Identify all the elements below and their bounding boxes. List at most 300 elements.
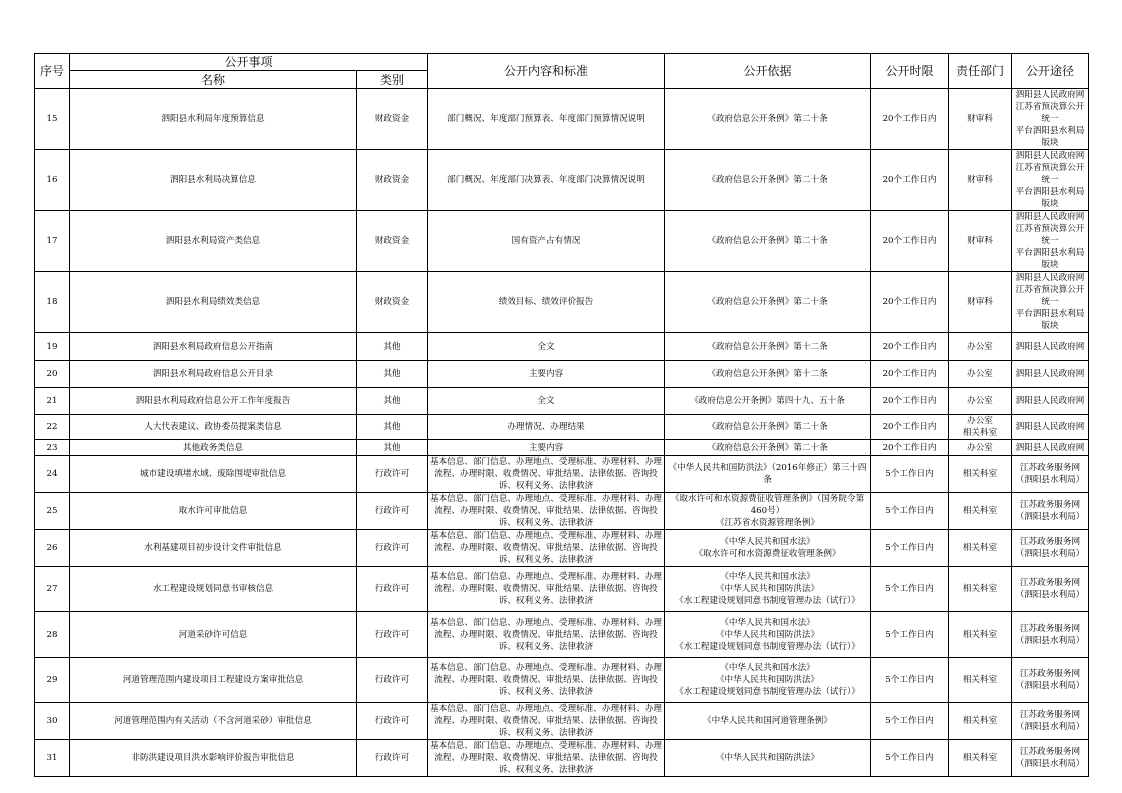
cell-content-text: 基本信息、部门信息、办理地点、受理标准、办理材料、办理流程、办理时限、收费情况、审批结果、法律依据、咨询投诉、权利义务、法律救济 <box>429 457 663 491</box>
cell-content <box>428 530 665 567</box>
cell-name <box>70 740 357 777</box>
cell-department <box>949 658 1012 703</box>
cell-channel-text: 泗阳县人民政府网 <box>1015 396 1085 406</box>
cell-content <box>428 333 665 361</box>
cell-time-limit <box>871 415 949 440</box>
cell-name-text: 河道管理范围内建设项目工程建设方案审批信息 <box>122 675 304 685</box>
cell-channel-text: 泗阳县人民政府网 <box>1015 341 1085 352</box>
cell-seq <box>35 658 70 703</box>
cell-time-limit-text: 20个工作日内 <box>882 442 937 453</box>
cell-department <box>949 493 1012 530</box>
cell-channel-text: 江苏政务服务网 （泗阳县水利局） <box>1015 537 1085 559</box>
cell-content <box>428 493 665 530</box>
cell-department <box>949 530 1012 567</box>
cell-category-text: 行政许可 <box>374 543 410 553</box>
cell-name <box>70 658 357 703</box>
cell-seq <box>35 333 70 361</box>
cell-category <box>357 456 428 493</box>
cell-seq <box>35 612 70 658</box>
cell-content <box>428 612 665 658</box>
cell-category-text: 其他 <box>383 442 401 453</box>
cell-seq-text: 31 <box>46 753 58 763</box>
cell-seq <box>35 272 70 333</box>
table-row <box>35 703 1089 740</box>
cell-content <box>428 456 665 493</box>
cell-time-limit-text: 20个工作日内 <box>882 297 937 307</box>
cell-name <box>70 415 357 440</box>
cell-basis-text: 《政府信息公开条例》第二十条 <box>707 175 828 185</box>
cell-time-limit-text: 20个工作日内 <box>882 114 937 124</box>
cell-category <box>357 272 428 333</box>
cell-category <box>357 211 428 272</box>
cell-basis-text: 《取水许可和水资源费征收管理条例》（国务院令第460号） 《江苏省水资源管理条例》 <box>670 494 865 528</box>
table-row <box>35 361 1089 388</box>
cell-name-text: 水工程建设规划同意书审核信息 <box>152 584 274 594</box>
cell-name <box>70 211 357 272</box>
cell-name-text: 泗阳县水利局决算信息 <box>170 175 256 185</box>
cell-channel-text: 江苏政务服务网 （泗阳县水利局） <box>1015 500 1085 522</box>
cell-department-text: 相关科室 <box>962 506 998 516</box>
cell-seq-text: 22 <box>46 422 58 432</box>
cell-basis <box>665 333 871 361</box>
cell-category-text: 行政许可 <box>374 469 410 479</box>
cell-category-text: 财政资金 <box>374 236 410 246</box>
cell-seq-text: 24 <box>46 469 58 479</box>
cell-channel-text: 泗阳县人民政府网 江苏省预决算公开统一 平台泗阳县水利局版块 <box>1015 90 1085 148</box>
cell-basis-text: 《政府信息公开条例》第二十条 <box>707 442 828 453</box>
cell-department <box>949 89 1012 150</box>
cell-time-limit-text: 5个工作日内 <box>885 716 934 726</box>
cell-category-text: 其他 <box>383 422 401 432</box>
table-row <box>35 333 1089 361</box>
cell-channel <box>1012 388 1089 415</box>
cell-time-limit <box>871 388 949 415</box>
cell-category <box>357 150 428 211</box>
cell-name <box>70 89 357 150</box>
disclosure-table <box>34 53 1089 777</box>
table-row <box>35 89 1089 150</box>
cell-time-limit <box>871 740 949 777</box>
header-seq: 序号 <box>35 54 70 89</box>
cell-department-text: 相关科室 <box>962 716 998 726</box>
cell-department <box>949 440 1012 456</box>
cell-basis <box>665 89 871 150</box>
cell-name-text: 泗阳县水利局政府信息公开指南 <box>152 341 274 352</box>
cell-basis-text: 《政府信息公开条例》第四十九、五十条 <box>690 396 845 406</box>
cell-category <box>357 567 428 612</box>
cell-department <box>949 333 1012 361</box>
cell-name-text: 取水许可审批信息 <box>178 506 248 516</box>
cell-seq-text: 15 <box>46 114 58 124</box>
cell-seq <box>35 150 70 211</box>
cell-time-limit-text: 5个工作日内 <box>885 469 934 479</box>
cell-content-text: 基本信息、部门信息、办理地点、受理标准、办理材料、办理流程、办理时限、收费情况、审批结果、法律依据、咨询投诉、权利义务、法律救济 <box>429 494 663 528</box>
cell-basis-text: 《中华人民共和国水法》 《中华人民共和国防洪法》 《水工程建设规划同意书制度管理办法（试行）》 <box>675 617 860 652</box>
cell-time-limit-text: 20个工作日内 <box>882 422 937 432</box>
cell-seq-text: 16 <box>46 175 58 185</box>
cell-time-limit-text: 20个工作日内 <box>882 369 937 379</box>
cell-seq <box>35 456 70 493</box>
cell-department <box>949 388 1012 415</box>
cell-content-text: 基本信息、部门信息、办理地点、受理标准、办理材料、办理流程、办理时限、收费情况、审批结果、法律依据、咨询投诉、权利义务、法律救济 <box>429 617 663 652</box>
cell-content-text: 基本信息、部门信息、办理地点、受理标准、办理材料、办理流程、办理时限、收费情况、审批结果、法律依据、咨询投诉、权利义务、法律救济 <box>429 572 663 606</box>
cell-department-text: 办公室 <box>967 341 993 352</box>
cell-category <box>357 388 428 415</box>
cell-name-text: 泗阳县水利局年度预算信息 <box>161 114 265 124</box>
cell-seq <box>35 388 70 415</box>
cell-channel-text: 江苏政务服务网 （泗阳县水利局） <box>1015 710 1085 732</box>
cell-name-text: 城市建设填堵水域、废除围堤审批信息 <box>139 469 287 479</box>
cell-name-text: 泗阳县水利局政府信息公开工作年度报告 <box>135 396 291 406</box>
cell-department-text: 财审科 <box>967 114 993 124</box>
cell-channel <box>1012 440 1089 456</box>
table-row <box>35 272 1089 333</box>
cell-time-limit-text: 5个工作日内 <box>885 506 934 516</box>
cell-content <box>428 658 665 703</box>
cell-seq <box>35 703 70 740</box>
table-header <box>35 54 1089 89</box>
cell-channel <box>1012 658 1089 703</box>
header-department: 责任部门 <box>949 54 1012 89</box>
cell-category-text: 其他 <box>383 396 401 406</box>
cell-content-text: 部门概况、年度部门决算表、年度部门决算情况说明 <box>447 175 645 185</box>
cell-seq-text: 20 <box>46 369 58 379</box>
cell-time-limit <box>871 333 949 361</box>
cell-content <box>428 440 665 456</box>
cell-category-text: 其他 <box>383 341 401 352</box>
cell-content-text: 基本信息、部门信息、办理地点、受理标准、办理材料、办理流程、办理时限、收费情况、审批结果、法律依据、咨询投诉、权利义务、法律救济 <box>429 741 663 775</box>
cell-basis <box>665 361 871 388</box>
cell-basis <box>665 456 871 493</box>
header-name: 名称 <box>70 71 357 89</box>
cell-time-limit <box>871 567 949 612</box>
cell-name <box>70 493 357 530</box>
cell-department <box>949 211 1012 272</box>
cell-time-limit-text: 5个工作日内 <box>885 543 934 553</box>
cell-content-text: 全文 <box>537 341 555 352</box>
cell-basis-text: 《中华人民共和国河道管理条例》 <box>703 716 832 726</box>
cell-content <box>428 89 665 150</box>
cell-category-text: 行政许可 <box>374 753 410 763</box>
cell-basis-text: 《政府信息公开条例》第二十条 <box>707 236 828 246</box>
cell-channel-text: 泗阳县人民政府网 <box>1015 369 1085 379</box>
cell-seq <box>35 211 70 272</box>
table-body <box>35 89 1089 777</box>
table-row <box>35 567 1089 612</box>
cell-channel <box>1012 530 1089 567</box>
cell-content <box>428 740 665 777</box>
cell-basis <box>665 567 871 612</box>
cell-category <box>357 658 428 703</box>
cell-department-text: 相关科室 <box>962 543 998 553</box>
cell-channel-text: 泗阳县人民政府网 <box>1015 442 1085 453</box>
table-row <box>35 150 1089 211</box>
cell-channel <box>1012 493 1089 530</box>
table-row <box>35 415 1089 440</box>
cell-basis <box>665 740 871 777</box>
cell-department <box>949 150 1012 211</box>
cell-time-limit <box>871 658 949 703</box>
cell-basis-text: 《中华人民共和国水法》 《取水许可和水资源费征收管理条例》 <box>694 537 841 559</box>
cell-department-text: 办公室 <box>967 396 993 406</box>
cell-time-limit <box>871 361 949 388</box>
cell-name-text: 河道采砂许可信息 <box>178 629 248 640</box>
cell-channel <box>1012 456 1089 493</box>
header-basis: 公开依据 <box>665 54 871 89</box>
cell-name <box>70 456 357 493</box>
cell-seq-text: 25 <box>46 506 58 516</box>
cell-time-limit-text: 5个工作日内 <box>885 753 934 763</box>
cell-seq-text: 26 <box>46 543 58 553</box>
cell-channel-text: 江苏政务服务网 （泗阳县水利局） <box>1015 463 1085 485</box>
cell-category <box>357 333 428 361</box>
cell-basis <box>665 493 871 530</box>
cell-seq <box>35 567 70 612</box>
table-row <box>35 456 1089 493</box>
cell-time-limit <box>871 272 949 333</box>
cell-time-limit-text: 20个工作日内 <box>882 396 937 406</box>
cell-content-text: 主要内容 <box>528 442 564 453</box>
cell-time-limit-text: 20个工作日内 <box>882 341 937 352</box>
cell-name <box>70 703 357 740</box>
header-time-limit: 公开时限 <box>871 54 949 89</box>
cell-basis <box>665 388 871 415</box>
cell-category <box>357 440 428 456</box>
table-row <box>35 658 1089 703</box>
table-row <box>35 440 1089 456</box>
cell-basis <box>665 658 871 703</box>
table-row <box>35 211 1089 272</box>
cell-seq-text: 29 <box>46 675 58 685</box>
cell-category <box>357 493 428 530</box>
cell-time-limit <box>871 89 949 150</box>
cell-time-limit <box>871 456 949 493</box>
disclosure-table-page <box>34 53 1088 777</box>
cell-content <box>428 388 665 415</box>
cell-name-text: 泗阳县水利局资产类信息 <box>165 236 261 246</box>
cell-content <box>428 150 665 211</box>
cell-time-limit-text: 20个工作日内 <box>882 236 937 246</box>
cell-content-text: 国有资产占有情况 <box>511 236 581 246</box>
cell-name-text: 其他政务类信息 <box>182 442 244 453</box>
cell-basis <box>665 440 871 456</box>
cell-name <box>70 530 357 567</box>
cell-seq <box>35 415 70 440</box>
cell-content-text: 部门概况、年度部门预算表、年度部门预算情况说明 <box>447 114 645 124</box>
cell-department <box>949 703 1012 740</box>
cell-name <box>70 612 357 658</box>
cell-category-text: 行政许可 <box>374 716 410 726</box>
cell-category <box>357 740 428 777</box>
cell-category-text: 行政许可 <box>374 629 410 640</box>
cell-name <box>70 567 357 612</box>
cell-category <box>357 415 428 440</box>
cell-content <box>428 567 665 612</box>
cell-content-text: 基本信息、部门信息、办理地点、受理标准、办理材料、办理流程、办理时限、收费情况、审批结果、法律依据、咨询投诉、权利义务、法律救济 <box>429 663 663 697</box>
cell-time-limit <box>871 150 949 211</box>
cell-category-text: 其他 <box>383 369 401 379</box>
cell-time-limit-text: 20个工作日内 <box>882 175 937 185</box>
cell-time-limit <box>871 493 949 530</box>
cell-name <box>70 333 357 361</box>
cell-basis-text: 《政府信息公开条例》第十二条 <box>707 369 828 379</box>
cell-department-text: 财审科 <box>967 236 993 246</box>
table-row <box>35 740 1089 777</box>
cell-name-text: 泗阳县水利局政府信息公开目录 <box>152 369 274 379</box>
cell-channel-text: 泗阳县人民政府网 <box>1015 422 1085 432</box>
cell-channel-text: 泗阳县人民政府网 江苏省预决算公开统一 平台泗阳县水利局版块 <box>1015 151 1085 209</box>
cell-department-text: 相关科室 <box>962 675 998 685</box>
cell-content-text: 基本信息、部门信息、办理地点、受理标准、办理材料、办理流程、办理时限、收费情况、审批结果、法律依据、咨询投诉、权利义务、法律救济 <box>429 531 663 565</box>
cell-department-text: 办公室 相关科室 <box>962 416 998 438</box>
cell-seq <box>35 530 70 567</box>
cell-basis-text: 《中华人民共和国防洪法》 <box>715 753 820 763</box>
cell-name <box>70 440 357 456</box>
cell-seq-text: 21 <box>46 396 58 406</box>
cell-category <box>357 703 428 740</box>
cell-seq <box>35 740 70 777</box>
cell-content <box>428 361 665 388</box>
cell-time-limit <box>871 612 949 658</box>
cell-category-text: 财政资金 <box>374 175 410 185</box>
cell-basis <box>665 272 871 333</box>
cell-basis <box>665 703 871 740</box>
cell-category <box>357 361 428 388</box>
cell-basis <box>665 415 871 440</box>
cell-department-text: 相关科室 <box>962 469 998 479</box>
cell-department-text: 办公室 <box>967 442 993 453</box>
cell-basis-text: 《政府信息公开条例》第十二条 <box>707 341 828 352</box>
cell-basis-text: 《中华人民共和国水法》 《中华人民共和国防洪法》 《水工程建设规划同意书制度管理办法（试行）》 <box>675 663 860 697</box>
cell-department <box>949 361 1012 388</box>
table-row <box>35 612 1089 658</box>
cell-department-text: 相关科室 <box>962 629 998 640</box>
header-channel: 公开途径 <box>1012 54 1089 89</box>
cell-basis <box>665 530 871 567</box>
cell-category-text: 财政资金 <box>374 114 410 124</box>
cell-content-text: 绩效目标、绩效评价报告 <box>498 297 594 307</box>
cell-category <box>357 612 428 658</box>
cell-content-text: 办理情况、办理结果 <box>507 422 585 432</box>
cell-time-limit <box>871 703 949 740</box>
cell-basis <box>665 211 871 272</box>
cell-channel-text: 江苏政务服务网 （泗阳县水利局） <box>1015 578 1085 600</box>
cell-channel-text: 泗阳县人民政府网 江苏省预决算公开统一 平台泗阳县水利局版块 <box>1015 212 1085 270</box>
cell-department <box>949 740 1012 777</box>
cell-seq-text: 19 <box>46 341 58 352</box>
cell-time-limit <box>871 530 949 567</box>
cell-category-text: 财政资金 <box>374 297 410 307</box>
cell-category <box>357 89 428 150</box>
cell-basis-text: 《中华人民共和国水法》 《中华人民共和国防洪法》 《水工程建设规划同意书制度管理办法（试行）》 <box>675 572 860 606</box>
cell-name-text: 河道管理范围内有关活动（不含河道采砂）审批信息 <box>114 716 312 726</box>
cell-content <box>428 703 665 740</box>
cell-basis-text: 《政府信息公开条例》第二十条 <box>707 422 828 432</box>
cell-basis <box>665 150 871 211</box>
cell-department <box>949 612 1012 658</box>
cell-channel <box>1012 150 1089 211</box>
cell-basis <box>665 612 871 658</box>
cell-department <box>949 456 1012 493</box>
cell-channel <box>1012 703 1089 740</box>
cell-name-text: 水利基建项目初步设计文件审批信息 <box>144 543 282 553</box>
cell-content <box>428 211 665 272</box>
cell-time-limit <box>871 211 949 272</box>
cell-channel <box>1012 272 1089 333</box>
table-row <box>35 388 1089 415</box>
cell-channel <box>1012 612 1089 658</box>
cell-name <box>70 361 357 388</box>
cell-channel-text: 江苏政务服务网 （泗阳县水利局） <box>1015 747 1085 769</box>
header-item-group: 公开事项 <box>70 54 428 71</box>
cell-department <box>949 415 1012 440</box>
cell-content-text: 主要内容 <box>528 369 564 379</box>
cell-name-text: 人大代表建议、政协委员提案类信息 <box>144 422 282 432</box>
cell-content <box>428 415 665 440</box>
cell-channel <box>1012 333 1089 361</box>
cell-seq <box>35 440 70 456</box>
cell-channel-text: 江苏政务服务网 （泗阳县水利局） <box>1015 623 1085 646</box>
cell-department-text: 财审科 <box>967 175 993 185</box>
cell-department-text: 财审科 <box>967 297 993 307</box>
cell-basis-text: 《中华人民共和国防洪法》（2016年修正）第三十四条 <box>668 463 867 485</box>
header-content: 公开内容和标准 <box>428 54 665 89</box>
cell-seq-text: 18 <box>46 297 58 307</box>
cell-department-text: 相关科室 <box>962 753 998 763</box>
cell-seq-text: 28 <box>46 629 58 640</box>
cell-channel-text: 泗阳县人民政府网 江苏省预决算公开统一 平台泗阳县水利局版块 <box>1015 273 1085 331</box>
cell-category-text: 行政许可 <box>374 584 410 594</box>
cell-name <box>70 272 357 333</box>
cell-channel <box>1012 740 1089 777</box>
cell-content-text: 基本信息、部门信息、办理地点、受理标准、办理材料、办理流程、办理时限、收费情况、审批结果、法律依据、咨询投诉、权利义务、法律救济 <box>429 704 663 738</box>
cell-time-limit-text: 5个工作日内 <box>885 629 934 640</box>
cell-time-limit-text: 5个工作日内 <box>885 675 934 685</box>
cell-channel <box>1012 567 1089 612</box>
cell-channel <box>1012 89 1089 150</box>
cell-name-text: 非防洪建设项目洪水影响评价报告审批信息 <box>131 753 295 763</box>
cell-seq-text: 30 <box>46 716 58 726</box>
cell-name <box>70 150 357 211</box>
cell-seq-text: 17 <box>46 236 58 246</box>
cell-basis-text: 《政府信息公开条例》第二十条 <box>707 297 828 307</box>
cell-seq <box>35 89 70 150</box>
cell-department <box>949 272 1012 333</box>
cell-name-text: 泗阳县水利局绩效类信息 <box>165 297 261 307</box>
cell-basis-text: 《政府信息公开条例》第二十条 <box>707 114 828 124</box>
header-category: 类别 <box>357 71 428 89</box>
cell-department <box>949 567 1012 612</box>
cell-seq <box>35 361 70 388</box>
cell-seq <box>35 493 70 530</box>
cell-seq-text: 23 <box>46 442 58 453</box>
cell-category-text: 行政许可 <box>374 506 410 516</box>
cell-department-text: 相关科室 <box>962 584 998 594</box>
table-row <box>35 493 1089 530</box>
cell-seq-text: 27 <box>46 584 58 594</box>
cell-channel <box>1012 415 1089 440</box>
cell-category <box>357 530 428 567</box>
cell-time-limit <box>871 440 949 456</box>
cell-content-text: 全文 <box>537 396 555 406</box>
cell-time-limit-text: 5个工作日内 <box>885 584 934 594</box>
cell-category-text: 行政许可 <box>374 675 410 685</box>
cell-channel-text: 江苏政务服务网 （泗阳县水利局） <box>1015 669 1085 691</box>
cell-channel <box>1012 211 1089 272</box>
cell-department-text: 办公室 <box>967 369 993 379</box>
table-row <box>35 530 1089 567</box>
cell-content <box>428 272 665 333</box>
